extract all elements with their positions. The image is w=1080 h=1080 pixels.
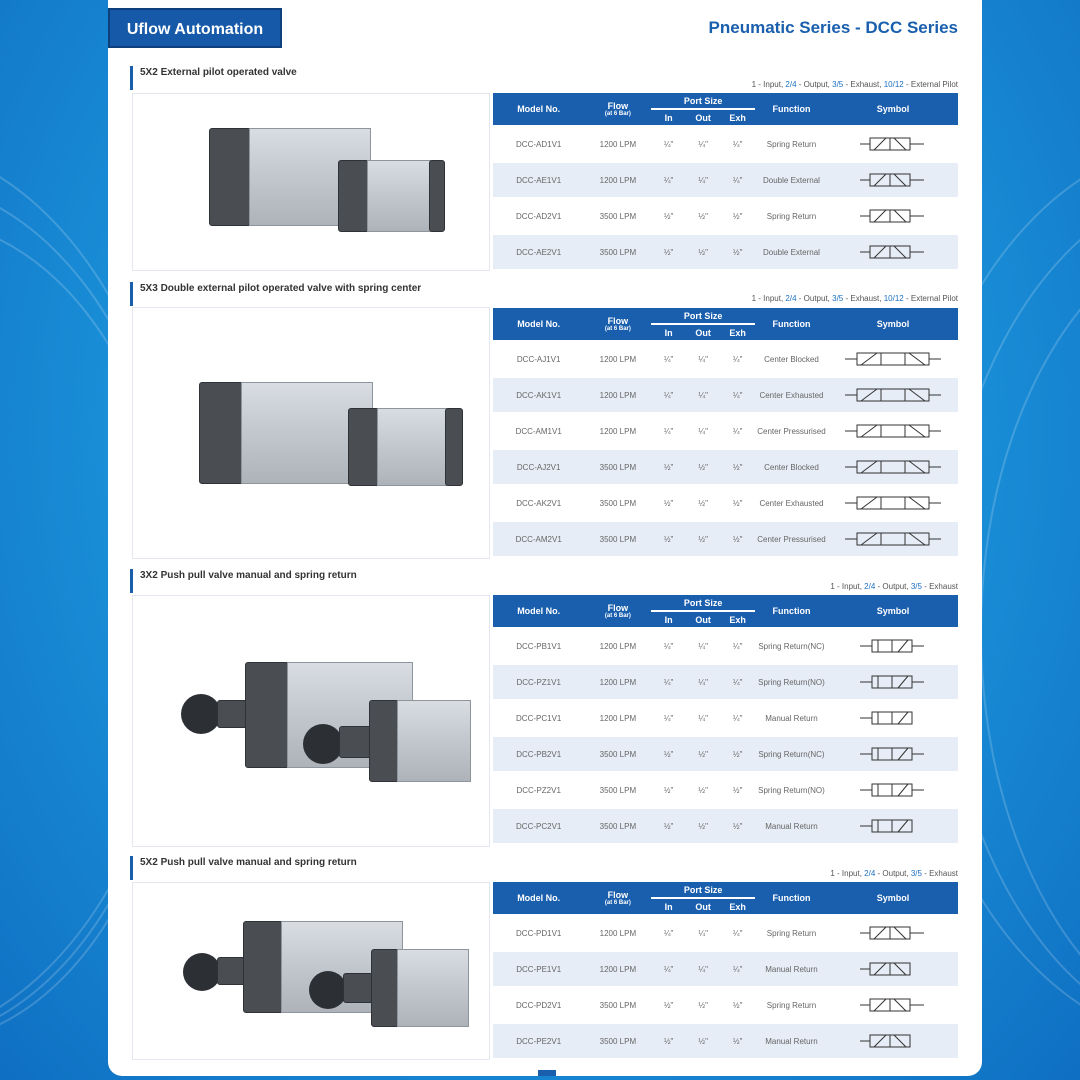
valve-symbol-icon [858,637,928,655]
valve-symbol-icon [843,458,943,476]
valve-photo [132,93,490,271]
table-row: DCC-AM1V1 1200 LPM ¼" ¼" ¼" Center Pressurised [493,414,958,448]
valve-photo [132,882,490,1060]
valve-symbol-icon [858,171,928,189]
valve-symbol-icon [858,243,928,261]
valve-symbol-icon [843,422,943,440]
table-row: DCC-AE2V1 3500 LPM ½" ½" ½" Double External [493,235,958,269]
valve-symbol-icon [858,673,928,691]
table-row: DCC-PE1V1 1200 LPM ¼" ¼" ¼" Manual Return [493,952,958,986]
table-row: DCC-PE2V1 3500 LPM ½" ½" ½" Manual Return [493,1024,958,1058]
table-row: DCC-PD2V1 3500 LPM ½" ½" ½" Spring Return [493,988,958,1022]
valve-symbol-icon [858,924,928,942]
table-row: DCC-PC1V1 1200 LPM ¼" ¼" ¼" Manual Return [493,701,958,735]
valve-symbol-icon [858,207,928,225]
section-title: 5X2 External pilot operated valve [130,66,297,90]
valve-symbol-icon [843,386,943,404]
section-title: 3X2 Push pull valve manual and spring return [130,569,357,593]
port-legend: 1 - Input, 2/4 - Output, 3/5 - Exhaust, 10/12 - External Pilot [751,80,958,89]
valve-symbol-icon [858,817,928,835]
spec-table: Model No. Flow (at 6 Bar) Port Size Function Symbol In Out Exh DCC-PD1V1 1200 LPM ¼" ¼" ¼" Spring Return DCC-PE1V1 1200 LPM ¼" ¼" ¼" Manual Return DCC-PD2V1 3500 LPM ½" ½" ½" Spring Return DCC-PE2V1 3500 LPM ½" ½" ½" Manual Return [493,880,958,1060]
valve-symbol-icon [858,1032,928,1050]
table-row: DCC-PB2V1 3500 LPM ½" ½" ½" Spring Return(NC) [493,737,958,771]
valve-photo [132,595,490,847]
table-row: DCC-AM2V1 3500 LPM ½" ½" ½" Center Pressurised [493,522,958,556]
port-legend: 1 - Input, 2/4 - Output, 3/5 - Exhaust [830,869,958,878]
table-row: DCC-AJ2V1 3500 LPM ½" ½" ½" Center Blocked [493,450,958,484]
section-title: 5X2 Push pull valve manual and spring return [130,856,357,880]
spec-table: Model No. Flow (at 6 Bar) Port Size Function Symbol In Out Exh DCC-AD1V1 1200 LPM ¼" ¼" ¼" Spring Return DCC-AE1V1 1200 LPM ¼" ¼" ¼" Double External DCC-AD2V1 3500 LPM ½" ½" ½" Spring Return DCC-AE2V1 3500 LPM ½" ½" ½" Double External [493,91,958,271]
valve-symbol-icon [858,960,928,978]
valve-symbol-icon [858,709,928,727]
port-legend: 1 - Input, 2/4 - Output, 3/5 - Exhaust, 10/12 - External Pilot [751,294,958,303]
table-row: DCC-PD1V1 1200 LPM ¼" ¼" ¼" Spring Return [493,916,958,950]
valve-symbol-icon [858,745,928,763]
page-marker [538,1070,556,1076]
valve-photo [132,307,490,559]
section-title: 5X3 Double external pilot operated valve with spring center [130,282,421,306]
table-row: DCC-PC2V1 3500 LPM ½" ½" ½" Manual Return [493,809,958,843]
spec-table: Model No. Flow (at 6 Bar) Port Size Function Symbol In Out Exh DCC-AJ1V1 1200 LPM ¼" ¼" ¼" Center Blocked DCC-AK1V1 1200 LPM ¼" ¼" ¼" Center Exhausted DCC-AM1V1 1200 LPM ¼" ¼" ¼" Center Pressurised DCC-AJ2V1 3500 LPM ½" ½" ½" Center Blocked DCC-AK2V1 3500 LPM ½" ½" ½" Center Exhausted DCC-AM2V1 3500 LPM ½" ½" ½" Center Pressurised [493,306,958,558]
table-row: DCC-AD2V1 3500 LPM ½" ½" ½" Spring Return [493,199,958,233]
table-row: DCC-PB1V1 1200 LPM ¼" ¼" ¼" Spring Return(NC) [493,629,958,663]
catalog-page [108,0,982,1076]
valve-symbol-icon [843,530,943,548]
table-row: DCC-AJ1V1 1200 LPM ¼" ¼" ¼" Center Blocked [493,342,958,376]
port-legend: 1 - Input, 2/4 - Output, 3/5 - Exhaust [830,582,958,591]
table-row: DCC-PZ1V1 1200 LPM ¼" ¼" ¼" Spring Return(NO) [493,665,958,699]
table-row: DCC-PZ2V1 3500 LPM ½" ½" ½" Spring Return(NO) [493,773,958,807]
table-row: DCC-AK2V1 3500 LPM ½" ½" ½" Center Exhausted [493,486,958,520]
spec-table: Model No. Flow (at 6 Bar) Port Size Function Symbol In Out Exh DCC-PB1V1 1200 LPM ¼" ¼" ¼" Spring Return(NC) DCC-PZ1V1 1200 LPM ¼" ¼" ¼" Spring Return(NO) DCC-PC1V1 1200 LPM ¼" ¼" ¼" Manual Return DCC-PB2V1 3500 LPM ½" ½" ½" Spring Return(NC) DCC-PZ2V1 3500 LPM ½" ½" ½" Spring Return(NO) DCC-PC2V1 3500 LPM ½" ½" ½" Manual Return [493,593,958,845]
valve-symbol-icon [858,135,928,153]
valve-symbol-icon [858,781,928,799]
valve-symbol-icon [843,494,943,512]
table-row: DCC-AE1V1 1200 LPM ¼" ¼" ¼" Double External [493,163,958,197]
valve-symbol-icon [843,350,943,368]
series-title: Pneumatic Series - DCC Series [708,18,958,37]
brand-logo: Uflow Automation [108,8,282,48]
table-row: DCC-AD1V1 1200 LPM ¼" ¼" ¼" Spring Return [493,127,958,161]
table-row: DCC-AK1V1 1200 LPM ¼" ¼" ¼" Center Exhausted [493,378,958,412]
valve-symbol-icon [858,996,928,1014]
